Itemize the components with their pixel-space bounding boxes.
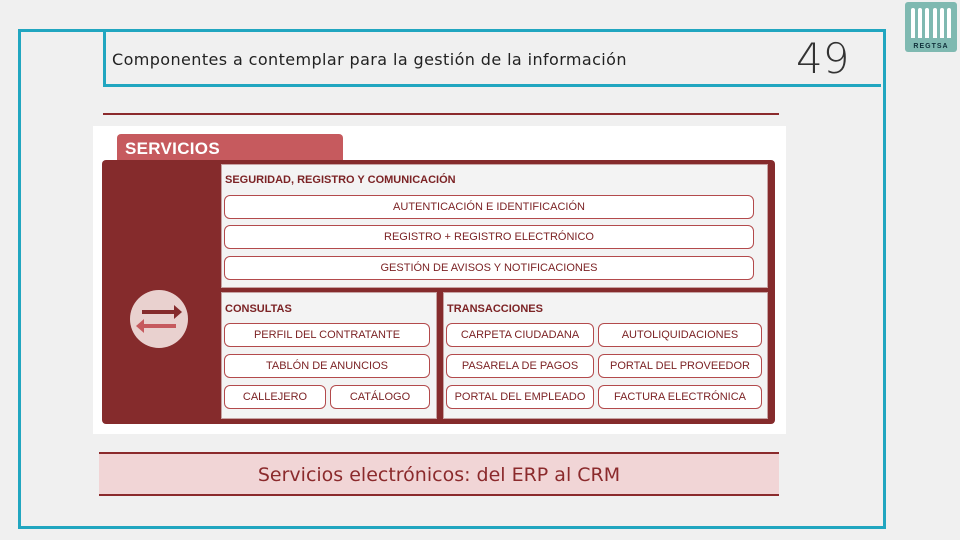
factura-electronica-item: FACTURA ELECTRÓNICA — [598, 385, 762, 409]
diagram-panel — [102, 160, 775, 424]
slide-title: Componentes a contemplar para la gestión de la información — [112, 50, 627, 69]
transacciones-section — [443, 292, 768, 419]
caption-box — [99, 452, 779, 496]
consultas-section — [221, 292, 437, 419]
logo-text: REGTSA — [913, 43, 949, 50]
auth-item: AUTENTICACIÓN E IDENTIFICACIÓN — [224, 195, 754, 219]
logo-bars-icon — [911, 8, 951, 38]
diagram-heading: SERVICIOS — [117, 134, 343, 162]
transacciones-section-label: TRANSACCIONES — [447, 303, 543, 315]
security-section — [221, 164, 768, 288]
perfil-contratante-item: PERFIL DEL CONTRATANTE — [224, 323, 430, 347]
diagram-caption: Servicios electrónicos: del ERP al CRM — [257, 464, 621, 486]
exchange-arrows-icon — [130, 290, 188, 348]
registro-item: REGISTRO + REGISTRO ELECTRÓNICO — [224, 225, 754, 249]
tablon-anuncios-item: TABLÓN DE ANUNCIOS — [224, 354, 430, 378]
catalogo-item: CATÁLOGO — [330, 385, 430, 409]
carpeta-ciudadana-item: CARPETA CIUDADANA — [446, 323, 594, 347]
security-section-label: SEGURIDAD, REGISTRO Y COMUNICACIÓN — [225, 174, 456, 186]
consultas-section-label: CONSULTAS — [225, 303, 292, 315]
avisos-item: GESTIÓN DE AVISOS Y NOTIFICACIONES — [224, 256, 754, 280]
portal-proveedor-item: PORTAL DEL PROVEEDOR — [598, 354, 762, 378]
autoliquidaciones-item: AUTOLIQUIDACIONES — [598, 323, 762, 347]
page-number: 49 — [796, 34, 850, 83]
services-diagram — [93, 126, 786, 434]
regtsa-logo — [905, 2, 957, 52]
portal-empleado-item: PORTAL DEL EMPLEADO — [446, 385, 594, 409]
divider — [103, 113, 779, 115]
pasarela-pagos-item: PASARELA DE PAGOS — [446, 354, 594, 378]
callejero-item: CALLEJERO — [224, 385, 326, 409]
